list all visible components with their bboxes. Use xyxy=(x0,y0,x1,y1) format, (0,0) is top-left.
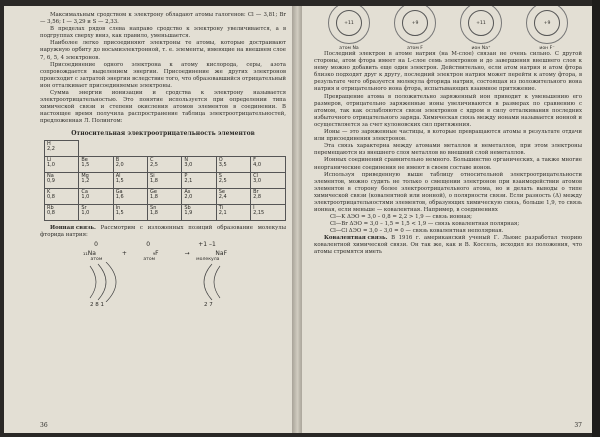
electron-shell-diagram xyxy=(70,262,260,314)
element-cell: Sb 1,9 xyxy=(182,204,216,220)
element-cell: B 2,0 xyxy=(113,156,147,172)
atom-label: ион Na⁺ xyxy=(471,46,491,51)
term-f: ₉F xyxy=(152,249,159,257)
element-cell: Ca 1,0 xyxy=(79,188,113,204)
table-row xyxy=(45,172,286,188)
element-cell: Ge 1,8 xyxy=(148,188,182,204)
element-cell: P 2,1 xyxy=(182,172,216,188)
element-cell: Sr 1,0 xyxy=(79,204,113,220)
paragraph: Используя приведенную выше таблицу относительной электроотрицательности элементов, можно судить не только о смещении электронов при взаимодействии атомов элементов в сторону более электроотрицательного атома, но и делать выводы о типе химической связи (ковалентной или ионной), о полярности связи. Если разность (Δ) между электроотрицательностями элементов, образующих химическую связь, больше 1,9, то связь ионная, если меньше — ковалентная. Например, в соединениях xyxy=(314,171,582,214)
table-row xyxy=(45,188,286,204)
na-shell-counts: 2 8 1 xyxy=(90,301,104,308)
example-line: Cl—K ΔЭО = 3,0 – 0,8 = 2,2 > 1,9 — связь ионная; xyxy=(330,214,472,221)
element-cell: K 0,8 xyxy=(45,188,79,204)
paragraph: Наиболее легко присоединяют электроны те атомы, которые достраивают наружную орбиту до восьмиэлектронной, т. е. элементы, имеющие на внешнем слое 7, 6, 5, 4 электронов. xyxy=(40,40,286,61)
element-cell: C 2,5 xyxy=(148,156,182,172)
example-line: Cl—Cl ΔЭО = 3,0 – 3,0 = 0 — связь ковалентная неполярная. xyxy=(330,228,504,235)
ionic-bond-paragraph xyxy=(40,225,286,239)
label-atom-f: атом xyxy=(143,256,156,262)
charge-naf: +1 –1 xyxy=(198,240,216,248)
page-number: 36 xyxy=(40,422,48,429)
atom-ion-diagrams xyxy=(318,10,578,51)
element-cell: Na 0,9 xyxy=(45,172,79,188)
term-naf: NaF xyxy=(215,249,228,257)
nucleus: +11 xyxy=(336,10,362,36)
atom-label: ион F⁻ xyxy=(539,46,555,51)
charge-na: 0 xyxy=(94,240,98,248)
paragraph: Ионных соединений сравнительно немного. Большинство органических, а также многие неорганические соединения не имеют в своем составе ионов. xyxy=(314,157,582,171)
element-cell: Ti 2,1 xyxy=(216,204,250,220)
covalent-bond-text: В 1916 г. американский ученый Г. Льюис разработал теорию ковалентной химической связи. Он так же, как и В. Коссель, исходил из положения, что атомы стремятся иметь xyxy=(314,235,582,256)
right-page xyxy=(302,6,596,433)
label-atom-na: атом xyxy=(90,256,103,262)
element-cell: S 2,5 xyxy=(216,172,250,188)
atom-label: атом Na xyxy=(339,46,359,51)
element-cell: Sn 1,8 xyxy=(148,204,182,220)
table-row xyxy=(45,156,286,172)
atom-na-diagram xyxy=(318,10,380,51)
left-page xyxy=(4,6,296,433)
element-cell: Ga 1,6 xyxy=(113,188,147,204)
element-cell: O 3,5 xyxy=(216,156,250,172)
ionic-bond-heading: Ионная связь. xyxy=(50,224,96,231)
covalent-bond-heading: Ковалентная связь. xyxy=(324,235,388,242)
plus-sign: + xyxy=(121,249,127,257)
book-edge xyxy=(592,0,600,437)
term-na: ₁₁Na xyxy=(82,249,96,257)
atom-f-diagram xyxy=(384,10,446,51)
nucleus: +9 xyxy=(534,10,560,36)
element-cell xyxy=(216,140,250,156)
electronegativity-table xyxy=(44,140,286,221)
paragraph: Максимальным сродством к электрону обладают атомы галогенов: Cl — 3,81; Br — 3,56; I — 3,29 и S — 2,33. xyxy=(40,12,286,26)
shell-arcs xyxy=(70,262,260,302)
element-cell: Cl 3,0 xyxy=(251,172,286,188)
paragraph: Последний электрон в атоме натрия (на M-слое) связан не очень сильно. С другой стороны, атом фтора имеет на L-слое семь электронов и до завершения внешнего слоя к нему можно добавить еще один электрон. Действительно, если атом натрия и атом фтора близко подходят друг к другу, последний электрон натрия может перейти к атому фтора, в результате чего образуется молекула фторида натрия, состоящая из положительного иона натрия и отрицательного иона фтора, испытывающих взаимное притяжение. xyxy=(314,51,582,93)
table-row xyxy=(45,204,286,220)
f-shell-counts: 2 7 xyxy=(204,301,213,308)
element-cell: Li 1,0 xyxy=(45,156,79,172)
paragraph: Эта связь характерна между атомами металлов и неметаллов, при этом электроны перемещаются из внешнего слоя металлов во внешний слой неметаллов. xyxy=(314,143,582,157)
element-cell xyxy=(251,140,286,156)
element-cell xyxy=(113,140,147,156)
paragraph: Сумма энергии ионизации и сродства к электрону называется электроотрицательностью. Это понятие используется при определении типа химической связи и степени окисления атомов элементов в соединении. В настоящее время получила распространение таблица электроотрицательностей, предложенная Л. Полингом: xyxy=(40,90,286,125)
example-line: Cl—Br ΔЭО = 3,0 – 1,5 = 1,5 < 1,9 — связь ковалентная полярная; xyxy=(330,221,520,228)
element-cell xyxy=(182,140,216,156)
element-cell xyxy=(79,140,113,156)
label-molecule: молекула xyxy=(196,256,220,262)
paragraph: Ионы — это заряженные частицы, в которые превращаются атомы в результате отдачи или присоединения электронов. xyxy=(314,129,582,143)
table-row xyxy=(45,140,286,156)
element-cell: Mg 1,2 xyxy=(79,172,113,188)
ionic-bond-text: Рассмотрим с изложенных позиций образование молекулы фторида натрия: xyxy=(40,224,286,238)
charge-f: 0 xyxy=(146,240,151,248)
nucleus: +9 xyxy=(402,10,428,36)
element-cell: In 1,5 xyxy=(113,204,147,220)
element-cell: Si 1,8 xyxy=(148,172,182,188)
table-title: Относительная электроотрицательность элементов xyxy=(71,129,255,137)
element-cell: Br 2,8 xyxy=(251,188,286,204)
element-cell: H 2,2 xyxy=(45,140,79,156)
reaction-equation xyxy=(70,250,240,257)
page-number: 37 xyxy=(574,422,582,429)
arrow: → xyxy=(184,249,190,257)
element-cell: Se 2,4 xyxy=(216,188,250,204)
element-cell: Rb 0,8 xyxy=(45,204,79,220)
equation-charges xyxy=(70,241,240,248)
ion-f-diagram xyxy=(516,10,578,51)
element-cell: I 2,15 xyxy=(251,204,286,220)
element-cell: N 3,0 xyxy=(182,156,216,172)
element-cell: Al 1,5 xyxy=(113,172,147,188)
ion-na-diagram xyxy=(450,10,512,51)
nucleus: +11 xyxy=(468,10,494,36)
paragraph: Превращение атома в положительно заряженный ион приводит к уменьшению его размеров, отрицательно заряженные ионы увеличиваются в размерах по сравнению с атомом, так как ослабляются связи электронов с ядром в силу отталкивания последних избыточного отрицательного заряда. Химическая связь между ионами называется ионной и осуществляется за счет кулоновских сил притяжения. xyxy=(314,93,582,128)
atom-label: атом F xyxy=(407,46,423,51)
electronegativity-examples xyxy=(330,214,582,235)
covalent-bond-paragraph xyxy=(314,235,582,256)
element-cell: As 2,0 xyxy=(182,188,216,204)
element-cell: Be 1,5 xyxy=(79,156,113,172)
element-cell xyxy=(148,140,182,156)
paragraph: Присоединение одного электрона к атому кислорода, серы, азота сопровождается выделением энергии. Присоединение же других электронов происходит с затратой энергии вследствие того, что образовавшийся отрицательный ион отталкивает присоединяемые электроны. xyxy=(40,61,286,89)
element-cell: F 4,0 xyxy=(251,156,286,172)
paragraph: В пределах рядов слева направо сродство к электрону увеличивается, а в подгруппах сверху вниз, как правило, уменьшается. xyxy=(40,26,286,40)
